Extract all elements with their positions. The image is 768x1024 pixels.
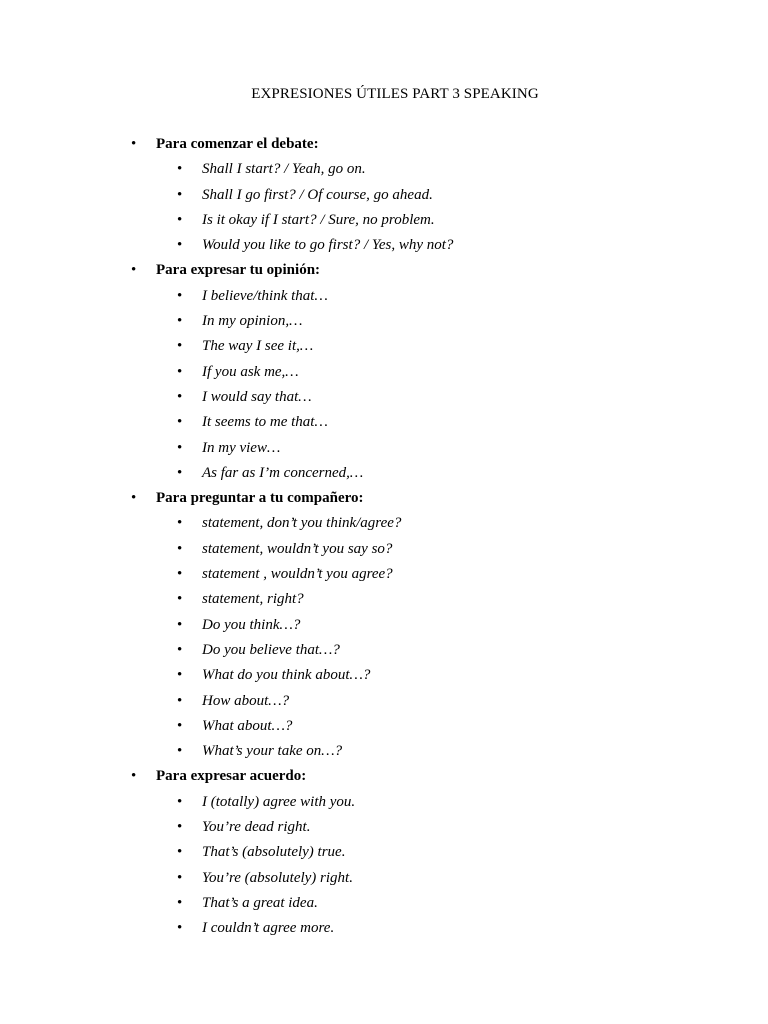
list-item [0, 185, 768, 210]
bullet-icon: • [131, 768, 137, 785]
bullet-icon: • [177, 287, 183, 304]
list-item [0, 817, 768, 842]
list-item-text: Is it okay if I start? / Sure, no problem. [202, 211, 435, 228]
list-item-text: What’s your take on…? [202, 743, 343, 760]
bullet-icon: • [177, 186, 183, 203]
bullet-icon: • [177, 237, 183, 254]
list-item [0, 741, 768, 766]
list-item [0, 842, 768, 867]
expression-list [0, 159, 768, 260]
list-item-text: Shall I go first? / Of course, go ahead. [202, 186, 433, 203]
list-item-text: What about…? [202, 717, 293, 734]
list-item-text: I couldn’t agree more. [202, 920, 335, 937]
bullet-icon: • [131, 136, 137, 152]
list-item [0, 893, 768, 918]
bullet-icon: • [177, 211, 183, 228]
list-item-text: statement , wouldn’t you agree? [202, 566, 393, 583]
expression-list [0, 513, 768, 766]
list-item-text: If you ask me,… [202, 363, 299, 380]
bullet-icon: • [177, 692, 183, 709]
list-item-text: Shall I start? / Yeah, go on. [202, 161, 366, 178]
bullet-icon: • [177, 566, 183, 583]
list-item-text: In my opinion,… [202, 313, 303, 330]
section-heading [0, 488, 768, 513]
list-item [0, 412, 768, 437]
bullet-icon: • [177, 161, 183, 178]
section-start-debate [0, 134, 768, 260]
list-item-text: That’s a great idea. [202, 894, 318, 911]
list-item [0, 918, 768, 943]
bullet-icon: • [177, 363, 183, 380]
list-item-text: What do you think about…? [202, 667, 371, 684]
list-item [0, 210, 768, 235]
list-item-text: You’re (absolutely) right. [202, 869, 353, 886]
bullet-icon: • [177, 641, 183, 658]
list-item-text: In my view… [202, 439, 281, 456]
list-item [0, 868, 768, 893]
list-item [0, 640, 768, 665]
list-item [0, 235, 768, 260]
section-heading-text: Para expresar acuerdo: [156, 768, 307, 785]
list-item [0, 716, 768, 741]
bullet-icon: • [177, 515, 183, 532]
bullet-icon: • [177, 667, 183, 684]
list-item-text: statement, don’t you think/agree? [202, 515, 402, 532]
bullet-icon: • [177, 793, 183, 810]
bullet-icon: • [177, 464, 183, 481]
section-heading [0, 766, 768, 791]
list-item-text: I would say that… [202, 388, 312, 405]
section-heading-text: Para comenzar el debate: [156, 136, 319, 152]
expression-list [0, 792, 768, 944]
list-item-text: As far as I’m concerned,… [202, 464, 364, 481]
bullet-icon: • [131, 490, 137, 507]
section-heading-text: Para expresar tu opinión: [156, 262, 321, 279]
section-list [0, 134, 768, 944]
bullet-icon: • [177, 591, 183, 608]
list-item-text: Would you like to go first? / Yes, why not? [202, 237, 454, 254]
section-heading [0, 260, 768, 285]
bullet-icon: • [177, 844, 183, 861]
bullet-icon: • [131, 262, 137, 279]
list-item-text: How about…? [202, 692, 290, 709]
list-item [0, 589, 768, 614]
list-item-text: statement, right? [202, 591, 304, 608]
bullet-icon: • [177, 313, 183, 330]
section-express-agreement [0, 766, 768, 943]
section-ask-partner [0, 488, 768, 766]
list-item [0, 362, 768, 387]
list-item [0, 438, 768, 463]
expression-list [0, 286, 768, 488]
list-item [0, 539, 768, 564]
list-item-text: I (totally) agree with you. [202, 793, 356, 810]
list-item-text: The way I see it,… [202, 338, 314, 355]
list-item-text: Do you believe that…? [202, 641, 340, 658]
bullet-icon: • [177, 894, 183, 911]
list-item-text: That’s (absolutely) true. [202, 844, 346, 861]
bullet-icon: • [177, 439, 183, 456]
list-item [0, 792, 768, 817]
list-item-text: You’re dead right. [202, 819, 311, 836]
list-item [0, 336, 768, 361]
bullet-icon: • [177, 743, 183, 760]
bullet-icon: • [177, 540, 183, 557]
bullet-icon: • [177, 717, 183, 734]
section-express-opinion [0, 260, 768, 488]
bullet-icon: • [177, 819, 183, 836]
document-title: EXPRESIONES ÚTILES PART 3 SPEAKING [251, 86, 539, 102]
list-item [0, 159, 768, 184]
list-item [0, 615, 768, 640]
list-item [0, 463, 768, 488]
list-item [0, 564, 768, 589]
bullet-icon: • [177, 338, 183, 355]
list-item [0, 311, 768, 336]
bullet-icon: • [177, 616, 183, 633]
bullet-icon: • [177, 869, 183, 886]
list-item [0, 665, 768, 690]
bullet-icon: • [177, 920, 183, 937]
list-item-text: It seems to me that… [202, 414, 328, 431]
list-item [0, 387, 768, 412]
list-item [0, 513, 768, 538]
list-item-text: I believe/think that… [202, 287, 328, 304]
section-heading [0, 134, 768, 159]
bullet-icon: • [177, 388, 183, 405]
bullet-icon: • [177, 414, 183, 431]
section-heading-text: Para preguntar a tu compañero: [156, 490, 364, 507]
list-item [0, 691, 768, 716]
list-item [0, 286, 768, 311]
list-item-text: Do you think…? [202, 616, 301, 633]
list-item-text: statement, wouldn’t you say so? [202, 540, 393, 557]
